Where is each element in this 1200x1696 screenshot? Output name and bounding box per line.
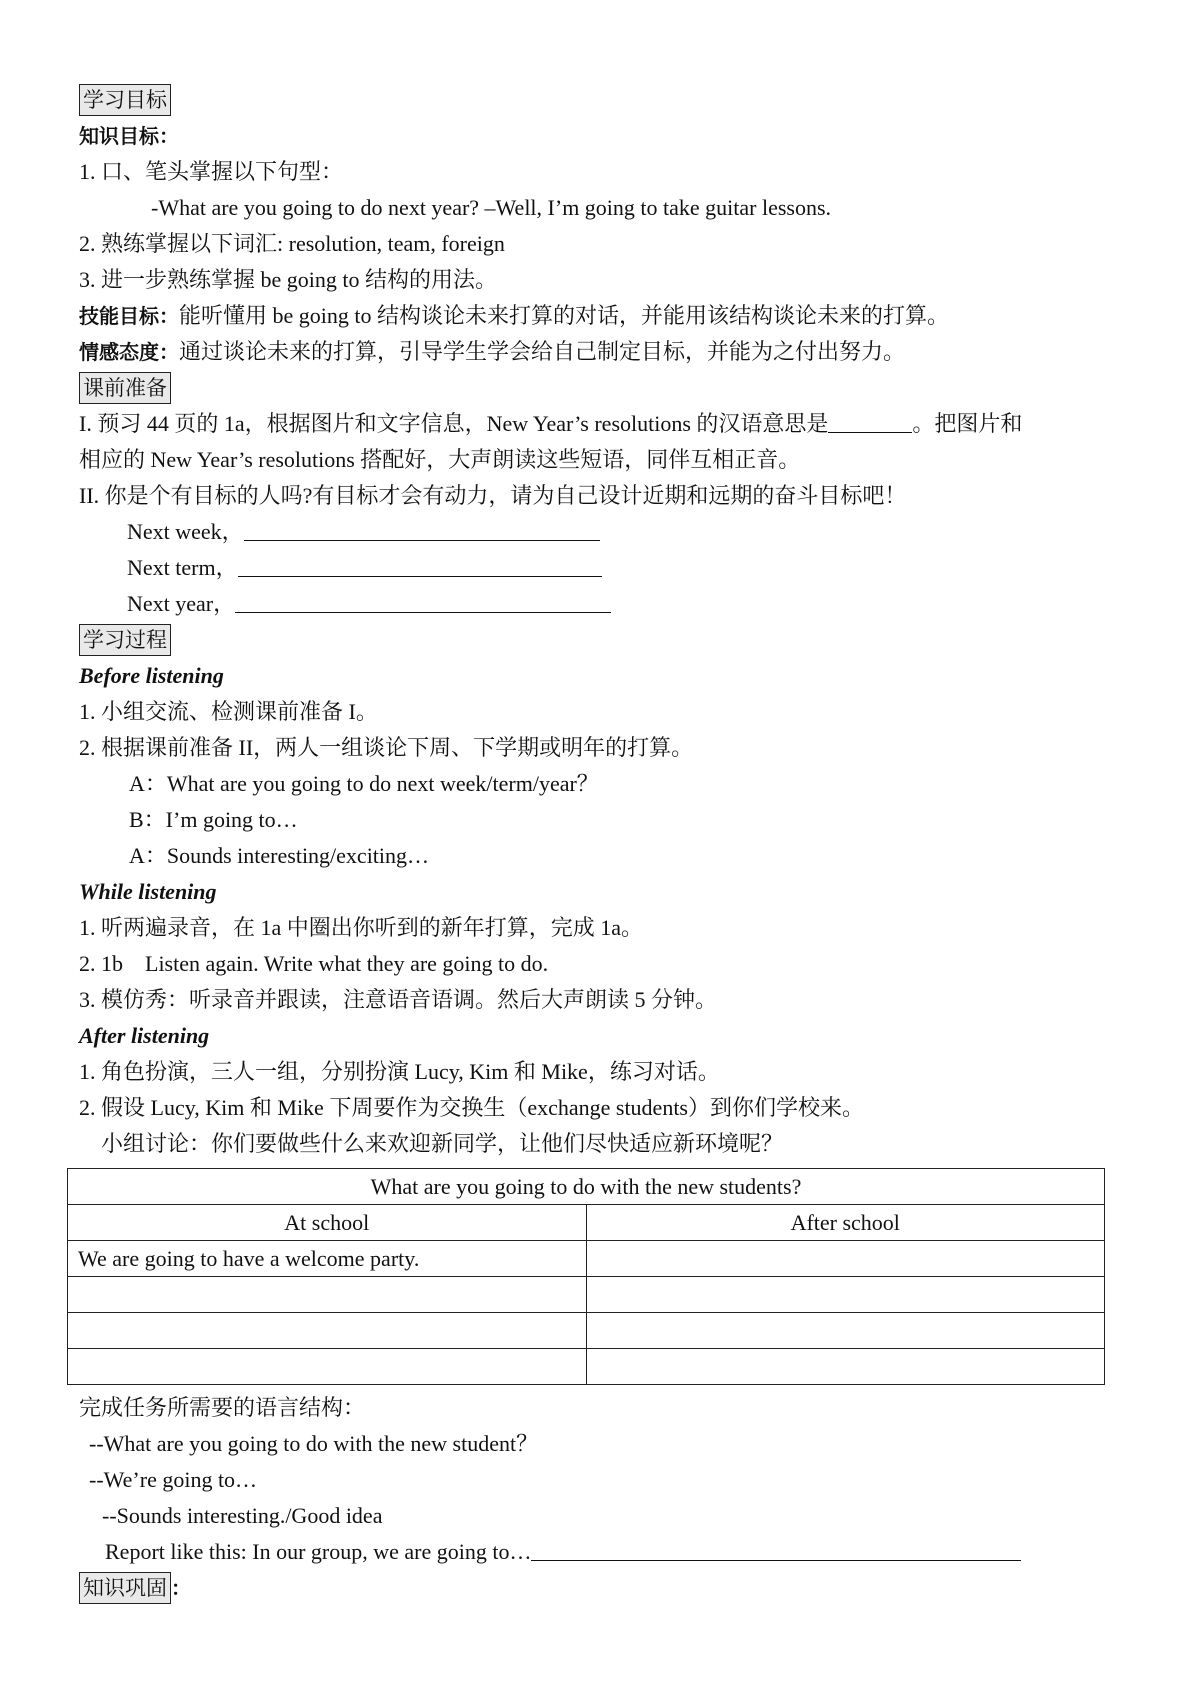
dialogue-a2: A：Sounds interesting/exciting… <box>129 843 430 868</box>
preview-item-1-line2: 相应的 New Year’s resolutions 搭配好，大声朗读这些短语，同伴互相正音。 <box>79 447 801 472</box>
table-cell-empty[interactable] <box>586 1349 1105 1385</box>
section-learning-goals: 学习目标 <box>79 84 171 116</box>
emotion-goals-text: 通过谈论未来的打算，引导学生学会给自己制定目标，并能为之付出努力。 <box>179 339 906 364</box>
goal-sentence: -What are you going to do next year? –Well, I’m going to take guitar lessons. <box>151 195 832 220</box>
dialogue-a1: A：What are you going to do next week/term/year？ <box>129 771 599 796</box>
next-term-blank[interactable] <box>238 552 602 577</box>
after-step-1: 1. 角色扮演，三人一组，分别扮演 Lucy, Kim 和 Mike，练习对话。 <box>79 1059 720 1084</box>
next-year-blank[interactable] <box>235 588 611 613</box>
before-step-1: 1. 小组交流、检测课前准备 I。 <box>79 699 378 724</box>
preview-item-1-cont: 。把图片和 <box>912 411 1023 436</box>
goal-item-3: 3. 进一步熟练掌握 be going to 结构的用法。 <box>79 267 497 292</box>
while-step-3: 3. 模仿秀：听录音并跟读，注意语音语调。然后大声朗读 5 分钟。 <box>79 987 718 1012</box>
skill-goals-text: 能听懂用 be going to 结构谈论未来打算的对话，并能用该结构谈论未来的打算。 <box>179 303 949 328</box>
before-step-2: 2. 根据课前准备 II，两人一组谈论下周、下学期或明年的打算。 <box>79 735 694 760</box>
next-week-blank[interactable] <box>244 516 600 541</box>
language-structures <box>79 1390 1139 1606</box>
section-preview: 课前准备 <box>79 372 171 404</box>
structure-line-1: --What are you going to do with the new student？ <box>89 1431 539 1456</box>
structures-label: 完成任务所需要的语言结构： <box>79 1395 366 1420</box>
while-listening-title: While listening <box>79 879 217 904</box>
next-term-label: Next term， <box>127 555 238 580</box>
while-step-1: 1. 听两遍录音，在 1a 中圈出你听到的新年打算，完成 1a。 <box>79 915 644 940</box>
table-cell-empty[interactable] <box>586 1241 1105 1277</box>
table-cell-empty[interactable] <box>68 1349 587 1385</box>
table-cell-empty[interactable] <box>586 1277 1105 1313</box>
emotion-goals-label: 情感态度： <box>79 340 179 364</box>
report-blank[interactable] <box>531 1536 1021 1561</box>
table-cell-empty[interactable] <box>68 1277 587 1313</box>
next-year-label: Next year， <box>127 591 236 616</box>
table-cell-empty[interactable] <box>586 1313 1105 1349</box>
goal-item-1: 1. 口、笔头掌握以下句型： <box>79 159 344 184</box>
structure-line-2: --We’re going to… <box>89 1467 258 1492</box>
dialogue-b1: B：I’m going to… <box>129 807 298 832</box>
before-listening-title: Before listening <box>79 663 224 688</box>
knowledge-goals-label: 知识目标： <box>79 124 179 148</box>
table-cell-empty[interactable] <box>68 1313 587 1349</box>
structure-line-3: --Sounds interesting./Good idea <box>102 1503 383 1528</box>
table-header-at-school: At school <box>68 1205 587 1241</box>
section-consolidation: 知识巩固 <box>79 1572 171 1604</box>
consolidation-colon: ： <box>171 1576 191 1600</box>
table-header-after-school: After school <box>586 1205 1105 1241</box>
goal-item-2: 2. 熟练掌握以下词汇: resolution, team, foreign <box>79 231 505 256</box>
section-process: 学习过程 <box>79 624 171 656</box>
table-title: What are you going to do with the new students? <box>68 1169 1105 1205</box>
while-step-2: 2. 1b Listen again. Write what they are going to do. <box>79 951 549 976</box>
plan-table <box>67 1168 1105 1385</box>
table-cell: We are going to have a welcome party. <box>68 1241 587 1277</box>
after-listening-title: After listening <box>79 1023 210 1048</box>
report-line: Report like this: In our group, we are going to… <box>105 1539 532 1564</box>
preview-item-2: II. 你是个有目标的人吗?有目标才会有动力，请为自己设计近期和远期的奋斗目标吧！ <box>79 483 907 508</box>
preview-item-1: I. 预习 44 页的 1a，根据图片和文字信息，New Year’s resolutions 的汉语意思是 <box>79 411 829 436</box>
answer-blank[interactable] <box>828 408 912 433</box>
after-step-2-discussion: 小组讨论：你们要做些什么来欢迎新同学，让他们尽快适应新环境呢？ <box>101 1131 784 1156</box>
skill-goals-label: 技能目标： <box>79 304 179 328</box>
next-week-label: Next week， <box>127 519 244 544</box>
worksheet <box>79 82 1139 1162</box>
after-step-2: 2. 假设 Lucy, Kim 和 Mike 下周要作为交换生（exchange students）到你们学校来。 <box>79 1095 864 1120</box>
